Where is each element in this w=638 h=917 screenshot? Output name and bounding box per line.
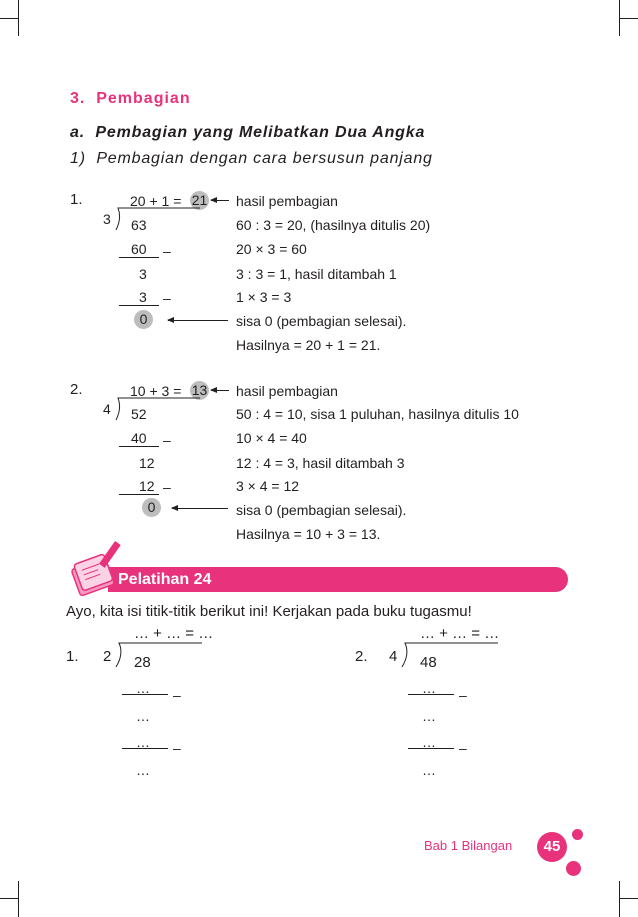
remainder-1: 3 <box>139 266 147 282</box>
minus-sign: – <box>173 740 181 756</box>
note-line: Hasilnya = 10 + 3 = 13. <box>236 526 381 542</box>
minus-sign: – <box>163 243 171 259</box>
divisor: 2 <box>103 648 112 665</box>
minus-sign: – <box>163 479 171 495</box>
underline <box>119 257 159 258</box>
note-line: sisa 0 (pembagian selesai). <box>236 502 407 518</box>
note-line: 50 : 4 = 10, sisa 1 puluhan, hasilnya ditulis 10 <box>236 406 519 422</box>
note-line: 1 × 3 = 3 <box>236 289 292 305</box>
blank: … <box>136 680 150 696</box>
note-line: Hasilnya = 20 + 1 = 21. <box>236 337 381 353</box>
blank: … <box>136 762 150 778</box>
dividend: 63 <box>131 217 147 233</box>
quotient-blank: … + … = … <box>420 625 500 642</box>
underline <box>122 694 168 695</box>
dividend: 28 <box>134 654 151 671</box>
minus-sign: – <box>459 687 467 703</box>
blank: … <box>422 734 436 750</box>
decorative-dot <box>572 829 583 840</box>
divisor: 4 <box>103 401 111 417</box>
note-line: 12 : 4 = 3, hasil ditambah 3 <box>236 455 405 471</box>
subtrahend-2: 3 <box>139 289 147 305</box>
subtrahend-2: 12 <box>139 478 155 494</box>
section-title: 3. Pembagian <box>70 90 191 107</box>
remainder-1: 12 <box>139 455 155 471</box>
underline <box>408 694 454 695</box>
subtrahend-1: 40 <box>131 430 147 446</box>
minus-sign: – <box>163 432 171 448</box>
underline <box>122 748 168 749</box>
example-number: 1. <box>70 191 83 208</box>
example-number: 2. <box>70 381 83 398</box>
final-remainder: 0 <box>134 310 153 329</box>
arrow-icon <box>211 390 229 391</box>
underline <box>119 305 159 306</box>
note-line: 3 × 4 = 12 <box>236 478 300 494</box>
dividend: 52 <box>131 406 147 422</box>
note-line: 3 : 3 = 1, hasil ditambah 1 <box>236 266 397 282</box>
division-bracket <box>110 396 210 422</box>
quotient-highlight: 21 <box>191 192 208 208</box>
blank: … <box>422 708 436 724</box>
decorative-dot <box>566 861 581 876</box>
minus-sign: – <box>173 687 181 703</box>
blank: … <box>136 734 150 750</box>
blank: … <box>422 680 436 696</box>
problem-number: 1. <box>66 648 79 665</box>
note-line: sisa 0 (pembagian selesai). <box>236 313 407 329</box>
final-remainder: 0 <box>142 498 161 517</box>
division-bracket <box>110 206 210 232</box>
note-line: hasil pembagian <box>236 383 338 399</box>
dividend: 48 <box>420 654 437 671</box>
divisor: 4 <box>389 648 398 665</box>
divisor: 3 <box>103 211 111 227</box>
exercise-title: Pelatihan 24 <box>118 571 212 588</box>
note-line: 20 × 3 = 60 <box>236 241 307 257</box>
chapter-label: Bab 1 Bilangan <box>424 838 513 853</box>
division-bracket <box>112 641 212 669</box>
blank: … <box>136 708 150 724</box>
page-number: 45 <box>537 832 567 862</box>
arrow-icon <box>172 508 228 509</box>
quotient-highlight: 13 <box>191 382 208 398</box>
minus-sign: – <box>163 290 171 306</box>
blank: … <box>422 762 436 778</box>
arrow-icon <box>211 200 229 201</box>
subtrahend-1: 60 <box>131 241 147 257</box>
note-line: hasil pembagian <box>236 193 338 209</box>
note-line: 10 × 4 = 40 <box>236 430 307 446</box>
exercise-instruction: Ayo, kita isi titik-titik berikut ini! Kerjakan pada buku tugasmu! <box>66 603 472 620</box>
subsection-title: a. Pembagian yang Melibatkan Dua Angka <box>70 124 426 141</box>
underline <box>408 748 454 749</box>
method-title: 1) Pembagian dengan cara bersusun panjang <box>70 150 433 167</box>
arrow-icon <box>168 320 228 321</box>
quotient-expression: 20 + 1 = <box>130 193 186 209</box>
book-pencil-icon <box>64 538 126 600</box>
note-line: 60 : 3 = 20, (hasilnya ditulis 20) <box>236 217 431 233</box>
problem-number: 2. <box>355 648 368 665</box>
underline <box>119 446 159 447</box>
quotient-expression: 10 + 3 = <box>130 383 186 399</box>
division-bracket <box>398 641 508 669</box>
minus-sign: – <box>459 740 467 756</box>
underline <box>119 494 159 495</box>
quotient-blank: … + … = … <box>134 625 214 642</box>
